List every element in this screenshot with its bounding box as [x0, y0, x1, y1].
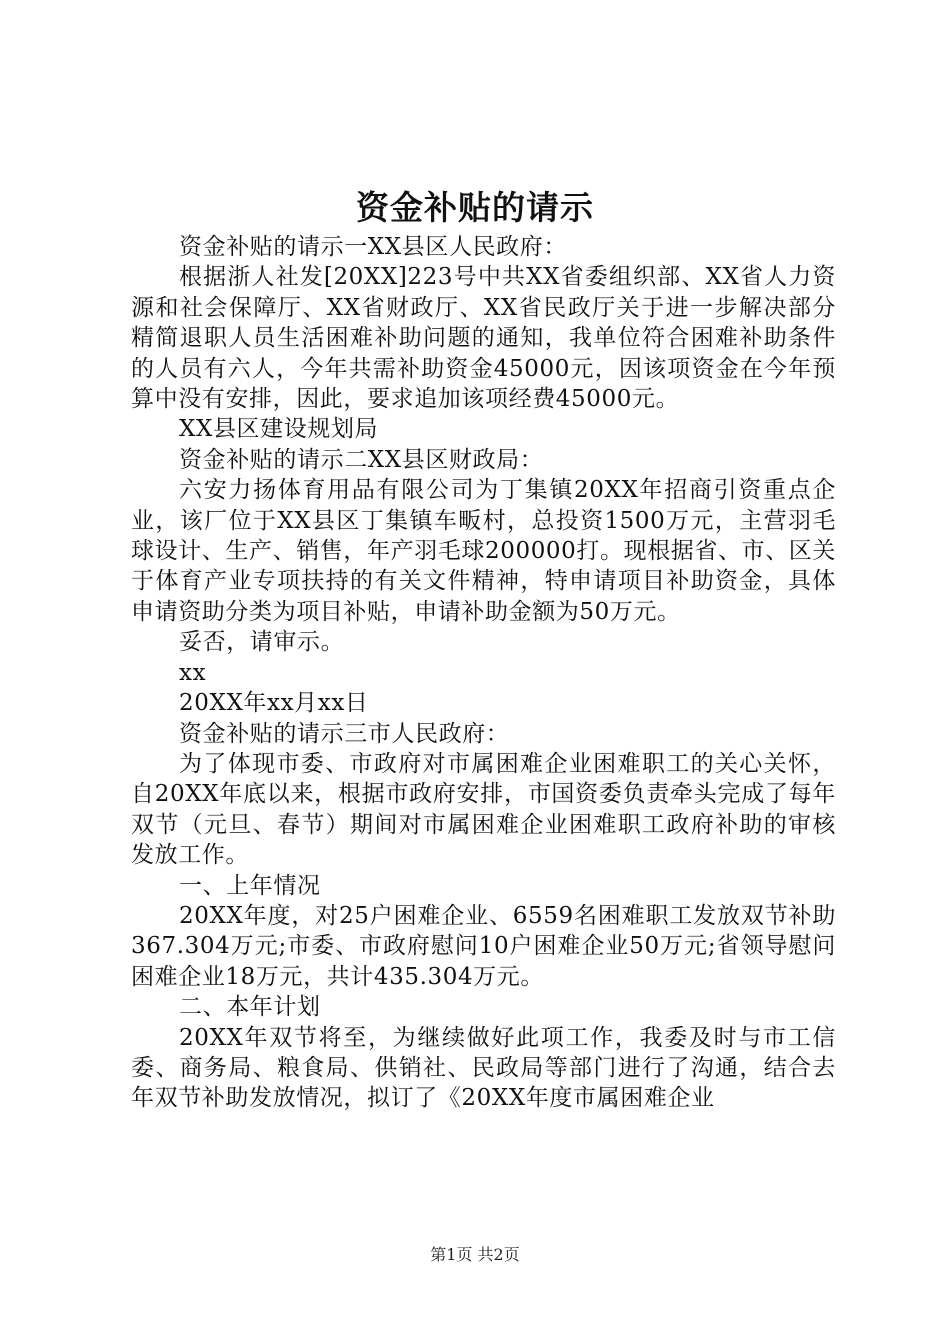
paragraph: 资金补贴的请示三市人民政府：	[179, 720, 510, 747]
paragraph: 二、本年计划	[179, 994, 321, 1021]
paragraph: 妥否，请审示。	[179, 629, 345, 656]
page-footer: 第1页 共2页	[430, 1245, 520, 1264]
paragraph: 资金补贴的请示二XX县区财政局：	[179, 446, 544, 473]
paragraph: 20XX年双节将至，为继续做好此项工作，我委及时与市工信委、商务局、粮食局、供销社、民政局等部门进行了沟通，结合去年双节补助发放情况，拟订了《20XX年度市属困难企业	[131, 1024, 836, 1112]
document-body	[131, 232, 836, 1114]
paragraph: 一、上年情况	[179, 872, 321, 899]
paragraph: 根据浙人社发[20XX]223号中共XX省委组织部、XX省人力资源和社会保障厅、XX省财政厅、XX省民政厅关于进一步解决部分精简退职人员生活困难补助问题的通知，我单位符合困难补助条件的人员有六人，今年共需补助资金45000元，因该项资金在今年预算中没有安排，因此，要求追加该项经费45000元。	[131, 264, 836, 413]
paragraph: xx	[179, 659, 207, 686]
paragraph: XX县区建设规划局	[179, 416, 379, 443]
paragraph: 为了体现市委、市政府对市属困难企业困难职工的关心关怀，自20XX年底以来，根据市政府安排，市国资委负责牵头完成了每年双节（元旦、春节）期间对市属困难企业困难职工政府补助的审核发放工作。	[131, 750, 836, 869]
paragraph: 资金补贴的请示一XX县区人民政府：	[179, 234, 567, 260]
paragraph: 20XX年xx月xx日	[179, 690, 369, 717]
document-title: 资金补贴的请示	[356, 188, 594, 227]
paragraph: 20XX年度，对25户困难企业、6559名困难职工发放双节补助367.304万元;市委、市政府慰问10户困难企业50万元;省领导慰问困难企业18万元，共计435.304万元。	[131, 902, 836, 990]
paragraph: 六安力扬体育用品有限公司为丁集镇20XX年招商引资重点企业，该厂位于XX县区丁集镇车畈村，总投资1500万元，主营羽毛球设计、生产、销售，年产羽毛球200000打。现根据省、市、区关于体育产业专项扶持的有关文件精神，特申请项目补助资金，具体申请资助分类为项目补贴，申请补助金额为50万元。	[131, 477, 836, 625]
